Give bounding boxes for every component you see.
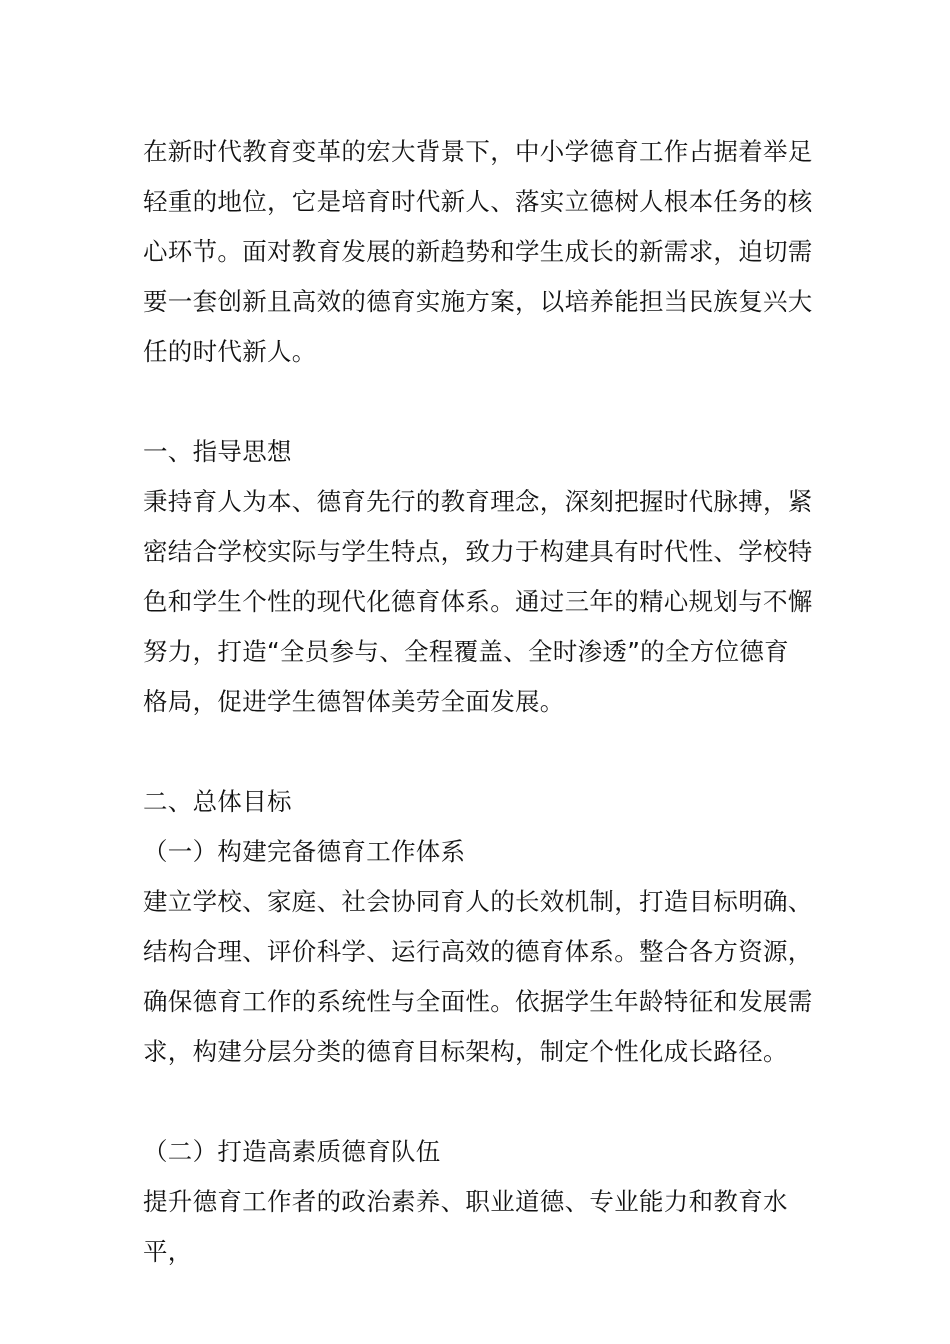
paragraph-gap <box>143 1077 813 1127</box>
guiding-ideology-paragraph <box>143 477 813 727</box>
document-body <box>143 127 813 1277</box>
text-line: 心环节。面对教育发展的新趋势和学生成长的新需求，迫切需 <box>143 237 813 266</box>
section-heading-guiding-ideology: 一、指导思想 <box>143 437 292 466</box>
text-line: 秉持育人为本、德育先行的教育理念，深刻把握时代脉搏，紧 <box>143 487 813 516</box>
team-paragraph <box>143 1177 813 1277</box>
text-line: 色和学生个性的现代化德育体系。通过三年的精心规划与不懈 <box>143 587 813 616</box>
text-line: 要一套创新且高效的德育实施方案，以培养能担当民族复兴大 <box>143 287 813 316</box>
text-line: 提升德育工作者的政治素养、职业道德、专业能力和教育水平， <box>143 1187 788 1266</box>
text-line: 在新时代教育变革的宏大背景下，中小学德育工作占据着举足 <box>143 137 813 166</box>
text-line: 任的时代新人。 <box>143 337 317 366</box>
paragraph-gap <box>143 377 813 427</box>
text-line: 建立学校、家庭、社会协同育人的长效机制，打造目标明确、 <box>143 887 813 916</box>
system-paragraph <box>143 877 813 1077</box>
text-line: 求，构建分层分类的德育目标架构，制定个性化成长路径。 <box>143 1037 788 1066</box>
text-line: 努力，打造“全员参与、全程覆盖、全时渗透”的全方位德育 <box>143 637 789 666</box>
subsection-heading-team: （二）打造高素质德育队伍 <box>143 1137 441 1166</box>
subsection-heading-system: （一）构建完备德育工作体系 <box>143 837 466 866</box>
paragraph-gap <box>143 727 813 777</box>
intro-paragraph <box>143 127 813 377</box>
text-line: 密结合学校实际与学生特点，致力于构建具有时代性、学校特 <box>143 537 813 566</box>
text-line: 结构合理、评价科学、运行高效的德育体系。整合各方资源， <box>143 937 813 966</box>
text-line: 格局，促进学生德智体美劳全面发展。 <box>143 687 565 716</box>
text-line: 确保德育工作的系统性与全面性。依据学生年龄特征和发展需 <box>143 987 813 1016</box>
section-heading-overall-goals: 二、总体目标 <box>143 787 292 816</box>
text-line: 轻重的地位，它是培育时代新人、落实立德树人根本任务的核 <box>143 187 813 216</box>
